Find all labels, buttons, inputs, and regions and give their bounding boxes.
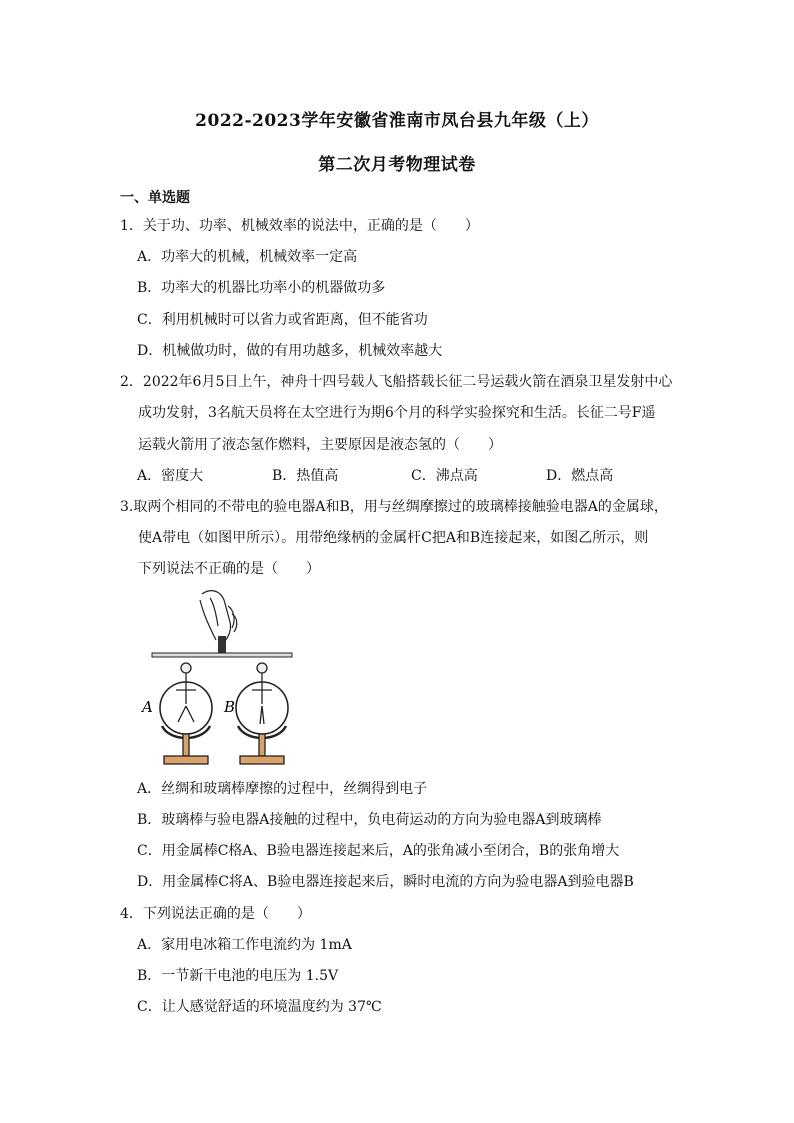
question-4-stem: 4．下列说法正确的是（ ） [120,906,311,922]
question-3-option-b: B．玻璃棒与验电器A接触的过程中，负电荷运动的方向为验电器A到玻璃棒 [137,812,602,828]
question-1-option-b: B．功率大的机器比功率小的机器做功多 [137,280,386,296]
question-1-option-c: C．利用机械时可以省力或省距离，但不能省功 [137,312,428,328]
exam-title-line2: 第二次月考物理试卷 [318,155,476,175]
electroscope-b [236,663,288,764]
question-2-option-d: D．燃点高 [546,468,614,484]
question-2-option-a: A．密度大 [137,468,204,484]
question-4-option-a: A．家用电冰箱工作电流约为 1mA [137,937,352,953]
glass-rod [218,636,226,654]
label-b: B [224,698,236,716]
question-3-option-d: D．用金属棒C将A、B验电器连接起来后，瞬时电流的方向为验电器A到验电器B [137,874,634,890]
question-3-option-c: C．用金属棒C格A、B验电器连接起来后，A的张角减小至闭合，B的张角增大 [137,843,620,859]
question-2-stem-line1: 2．2022年6月5日上午，神舟十四号载人飞船搭载长征二号运载火箭在酒泉卫星发射中心 [120,374,673,390]
metal-bar-c [152,653,292,657]
question-4-option-c: C．让人感觉舒适的环境温度约为 37℃ [137,999,382,1015]
question-4-option-b: B．一节新干电池的电压为 1.5V [137,968,339,984]
question-1-stem: 1．关于功、功率、机械效率的说法中，正确的是（ ） [120,218,479,234]
section-heading: 一、单选题 [120,190,190,206]
electroscope-figure [140,586,300,770]
question-1-option-a: A．功率大的机械，机械效率一定高 [137,249,358,265]
question-2-option-b: B．热值高 [272,468,339,484]
question-2-option-c: C．沸点高 [411,468,478,484]
question-2-stem-line2: 成功发射，3名航天员将在太空进行为期6个月的科学实验探究和生活。长征二号F遥 [138,405,656,421]
question-1-option-d: D．机械做功时，做的有用功越多，机械效率越大 [137,343,443,359]
exam-title-line1: 2022-2023学年安徽省淮南市凤台县九年级（上） [195,111,599,131]
question-3-option-a: A．丝绸和玻璃棒摩擦的过程中，丝绸得到电子 [137,781,428,797]
question-2-stem-line3: 运载火箭用了液态氢作燃料，主要原因是液态氢的（ ） [138,437,502,453]
question-3-stem-line2: 使A带电（如图甲所示）。用带绝缘柄的金属杆C把A和B连接起来，如图乙所示，则 [138,530,649,546]
question-3-stem-line3: 下列说法不正确的是（ ） [138,561,320,577]
electroscope-a [160,663,212,764]
label-a: A [142,698,153,716]
question-3-stem-line1: 3.取两个相同的不带电的验电器A和B，用与丝绸摩擦过的玻璃棒接触验电器A的金属球， [120,499,668,515]
